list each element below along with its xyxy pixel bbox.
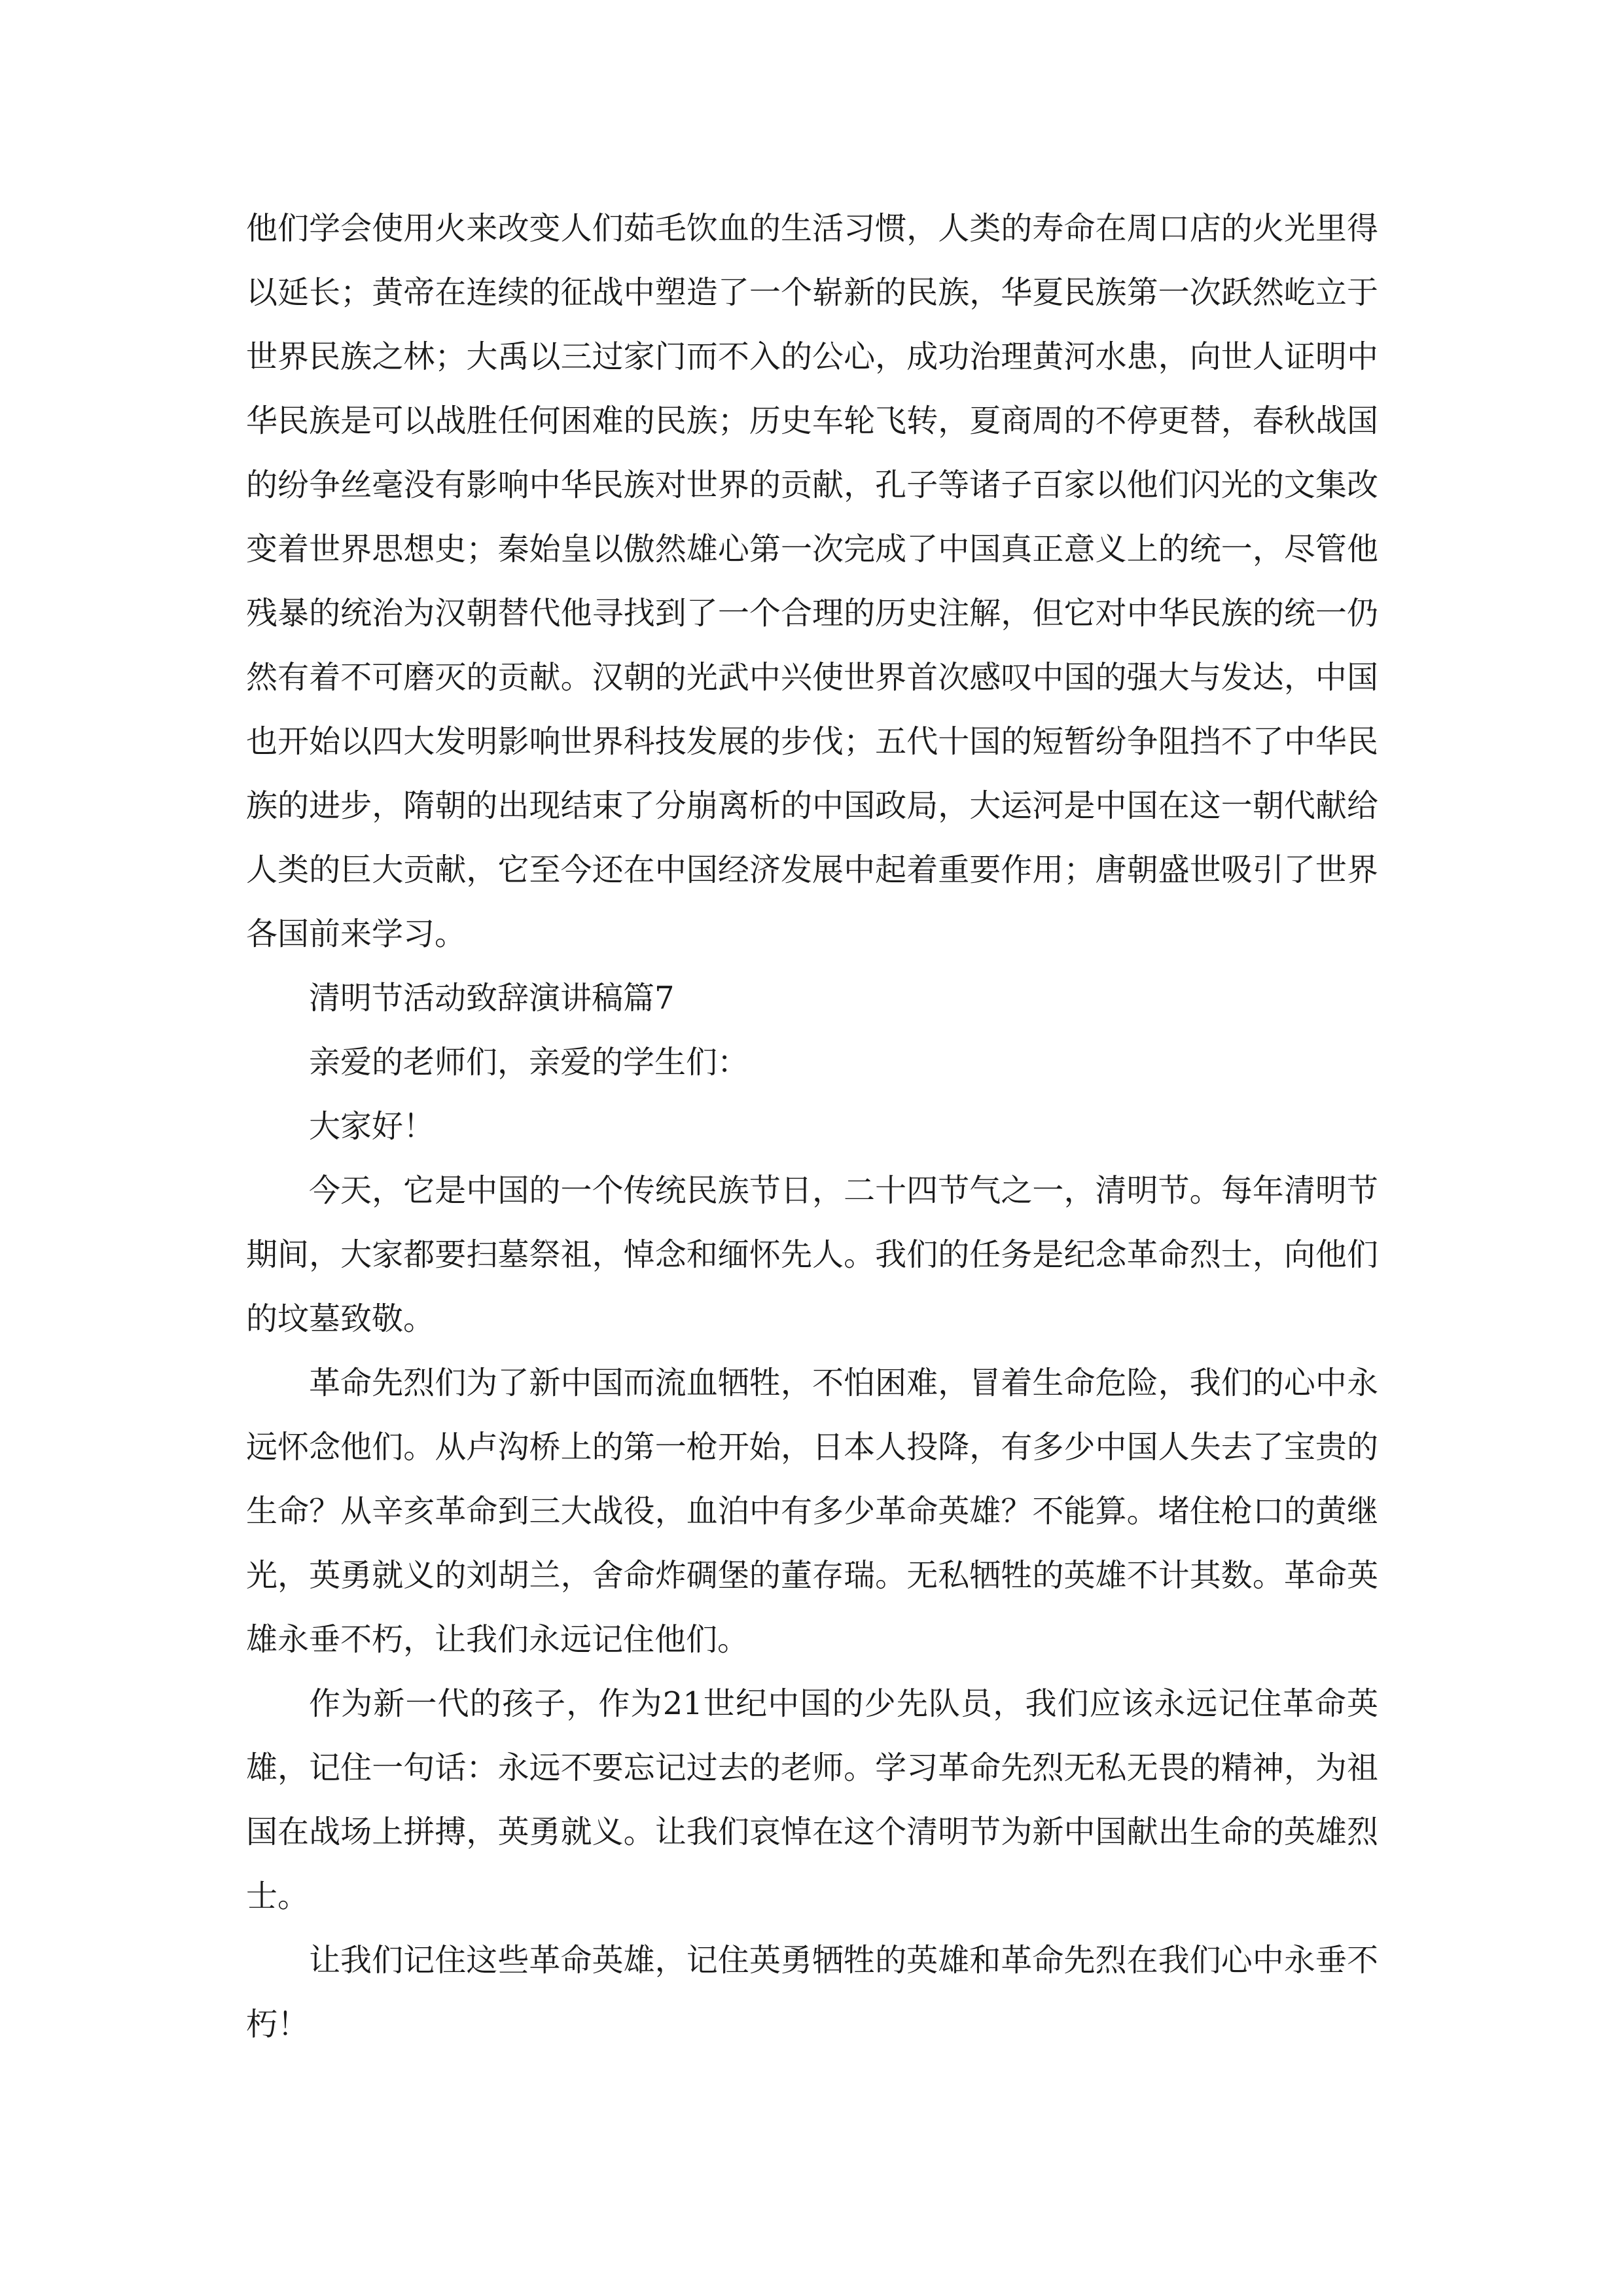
document-page xyxy=(246,196,1378,2056)
paragraph-new-generation: 作为新一代的孩子，作为21世纪中国的少先队员，我们应该永远记住革命英雄，记住一句话：永远不要忘记过去的老师。学习革命先烈无私无畏的精神，为祖国在战场上拼搏，英勇就义。让我们哀悼在这个清明节为新中国献出生命的英雄烈士。 xyxy=(246,1685,1378,1914)
paragraph-martyrs: 革命先烈们为了新中国而流血牺牲，不怕困难，冒着生命危险，我们的心中永远怀念他们。从卢沟桥上的第一枪开始，日本人投降，有多少中国人失去了宝贵的生命？从辛亥革命到三大战役，血泊中有多少革命英雄？不能算。堵住枪口的黄继光，英勇就义的刘胡兰，舍命炸碉堡的董存瑞。无私牺牲的英雄不计其数。革命英雄永垂不朽，让我们永远记住他们。 xyxy=(246,1365,1378,1658)
paragraph-history-continuation: 他们学会使用火来改变人们茹毛饮血的生活习惯，人类的寿命在周口店的火光里得以延长；黄帝在连续的征战中塑造了一个崭新的民族，华夏民族第一次跃然屹立于世界民族之林；大禹以三过家门而不入的公心，成功治理黄河水患，向世人证明中华民族是可以战胜任何困难的民族；历史车轮飞转，夏商周的不停更替，春秋战国的纷争丝毫没有影响中华民族对世界的贡献，孔子等诸子百家以他们闪光的文集改变着世界思想史；秦始皇以傲然雄心第一次完成了中国真正意义上的统一，尽管他残暴的统治为汉朝替代他寻找到了一个合理的历史注解，但它对中华民族的统一仍然有着不可磨灭的贡献。汉朝的光武中兴使世界首次感叹中国的强大与发达，中国也开始以四大发明影响世界科技发展的步伐；五代十国的短暂纷争阻挡不了中华民族的进步，隋朝的出现结束了分崩离析的中国政局，大运河是中国在这一朝代献给人类的巨大贡献，它至今还在中国经济发展中起着重要作用；唐朝盛世吸引了世界各国前来学习。 xyxy=(246,210,1378,952)
paragraph-qingming-intro: 今天，它是中国的一个传统民族节日，二十四节气之一，清明节。每年清明节期间，大家都要扫墓祭祖，悼念和缅怀先人。我们的任务是纪念革命烈士，向他们的坟墓致敬。 xyxy=(246,1172,1378,1337)
paragraph-closing: 让我们记住这些革命英雄，记住英勇牺牲的英雄和革命先烈在我们心中永垂不朽！ xyxy=(246,1942,1378,2043)
salutation: 亲爱的老师们，亲爱的学生们： xyxy=(309,1044,749,1081)
greeting: 大家好！ xyxy=(309,1108,435,1145)
section-heading: 清明节活动致辞演讲稿篇7 xyxy=(309,980,675,1016)
